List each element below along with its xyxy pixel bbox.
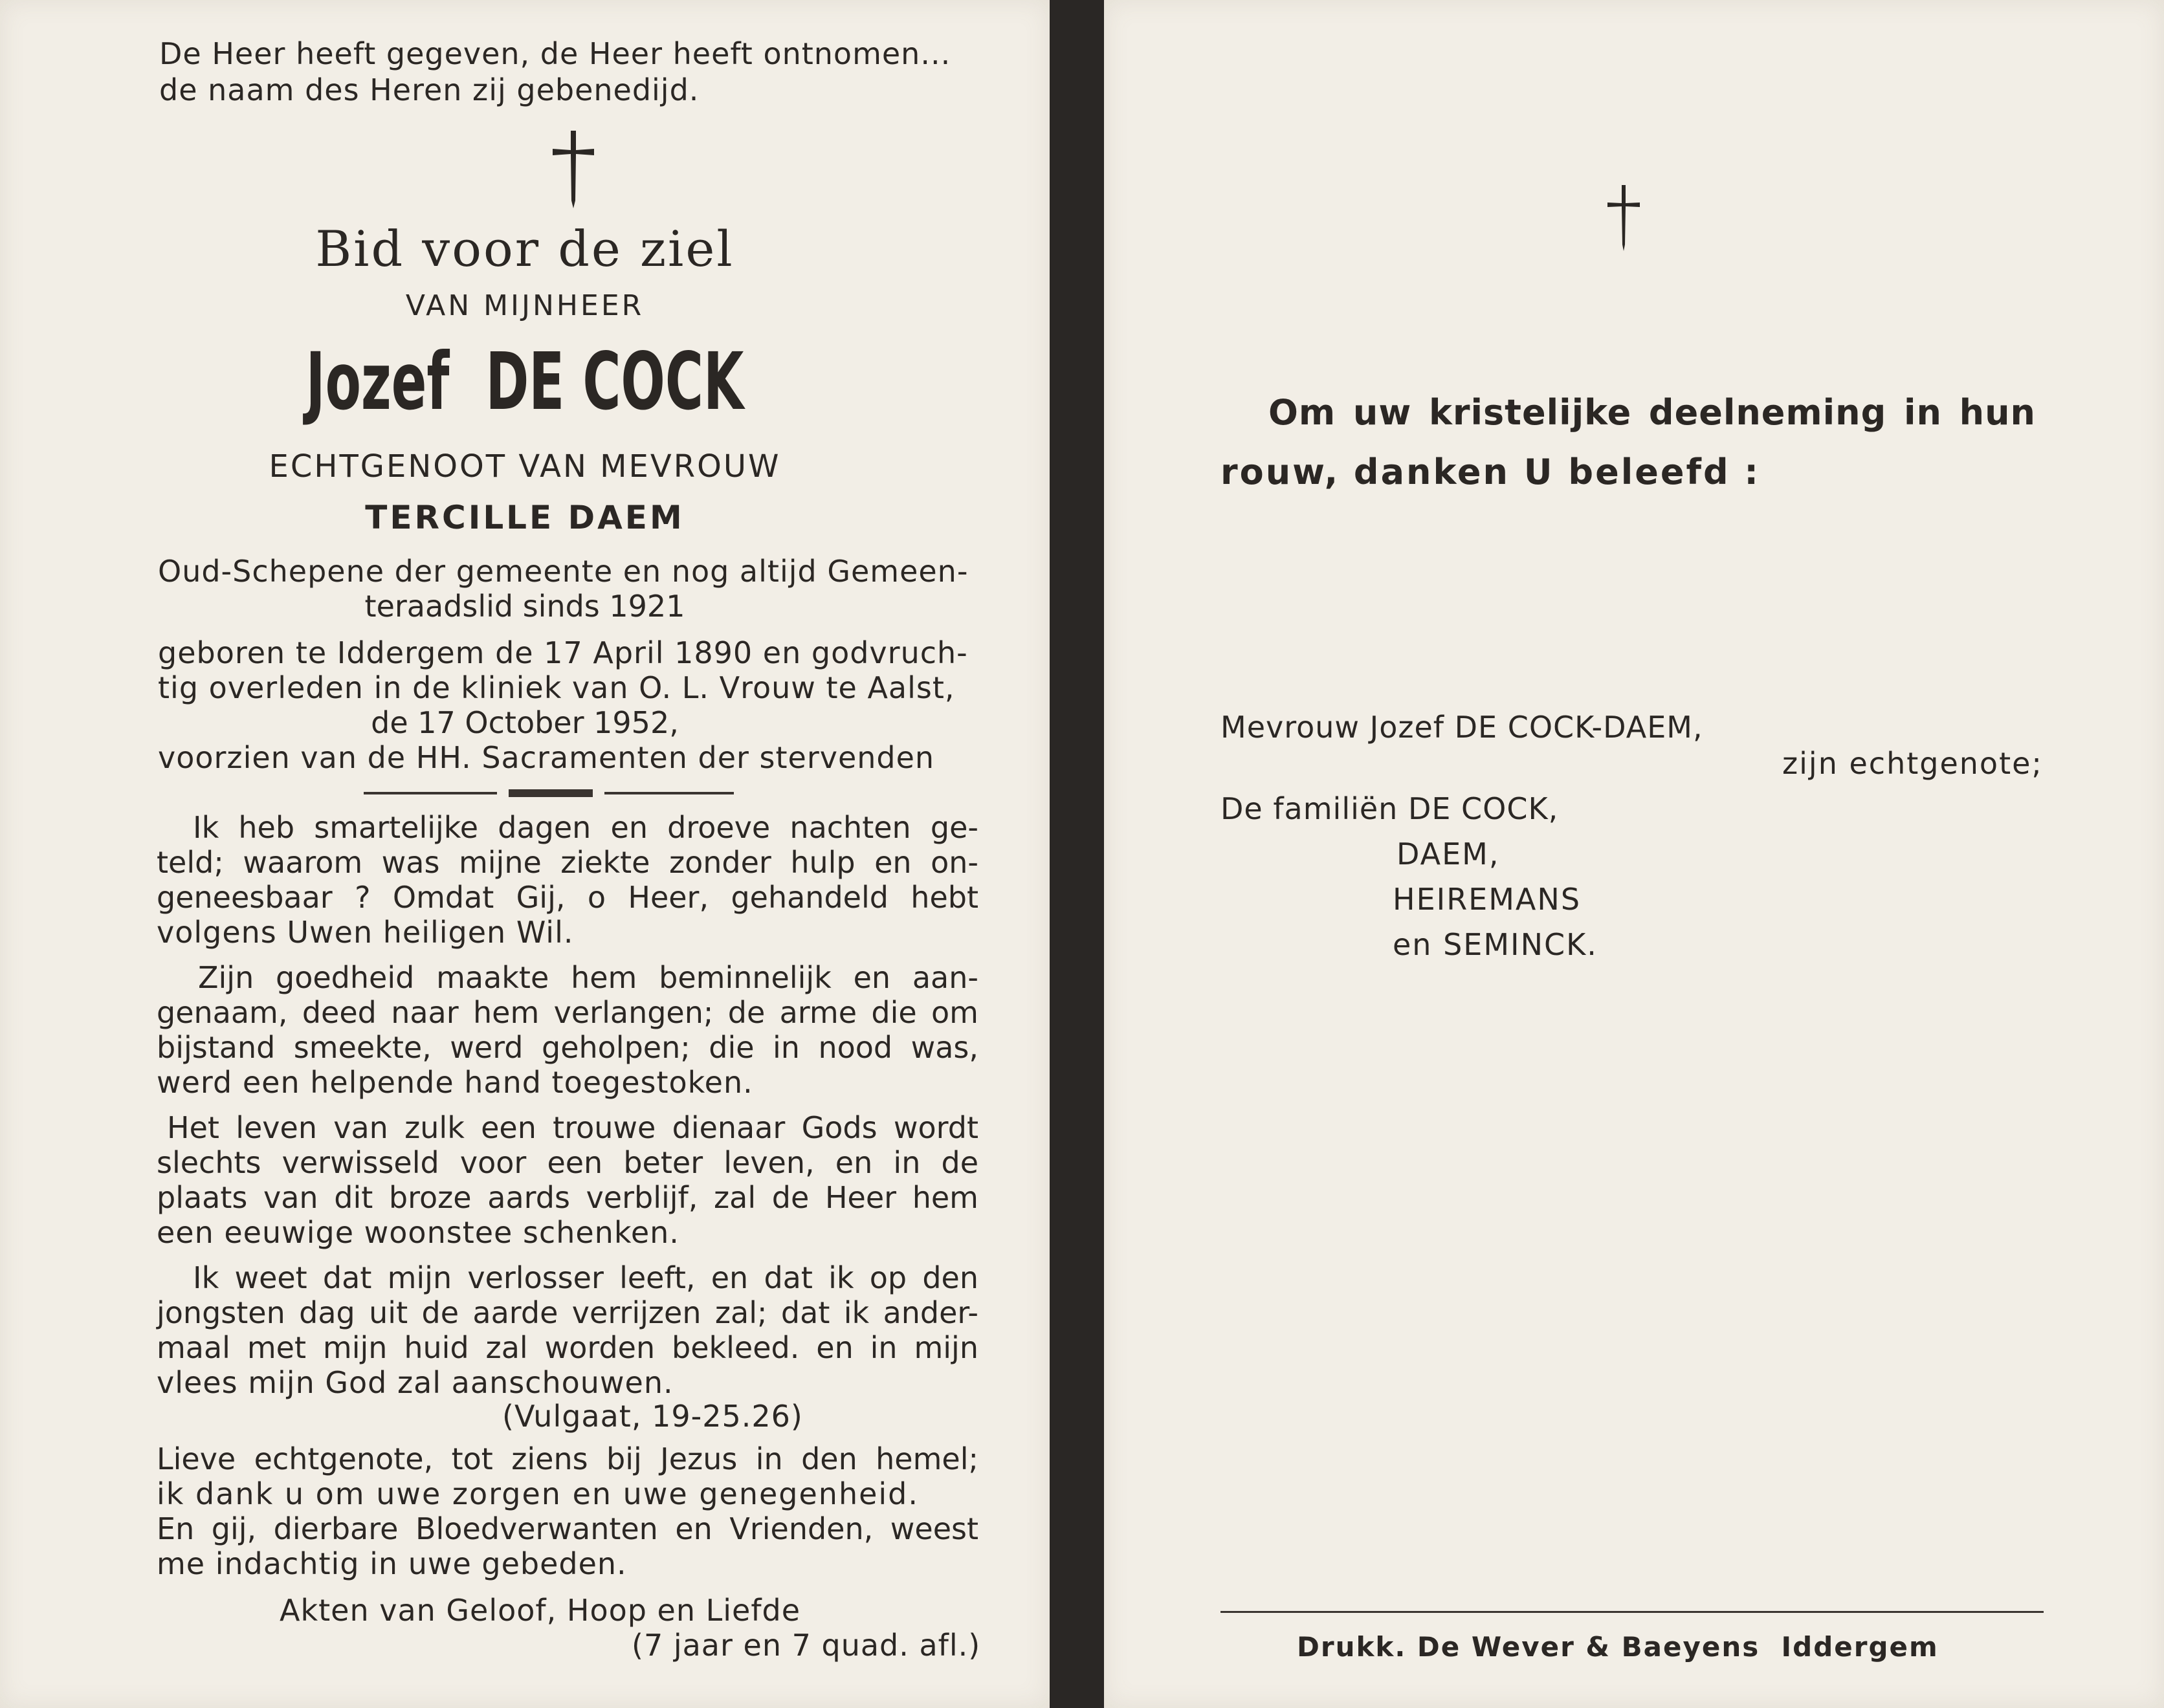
para4-line1: Ik weet dat mijn verlosser leeft, en dat ik op den <box>193 1260 978 1295</box>
para1-line1: Ik heb smartelijke dagen en droeve nachten ge- <box>193 810 978 845</box>
thanks-line-2: rouw, danken U beleefd : <box>1220 452 1761 492</box>
para1-line3: geneesbaar ? Omdat Gij, o Heer, gehandeld hebt <box>157 880 978 915</box>
pray-heading: Bid voor de ziel <box>315 220 734 278</box>
printer-line: Drukk. De Wever & Baeyens Iddergem <box>1297 1631 1939 1663</box>
memorial-card-left <box>0 0 1050 1708</box>
indulgence-line: (7 jaar en 7 quad. afl.) <box>632 1628 981 1663</box>
para3-line2: slechts verwisseld voor een beter leven, en in de <box>157 1145 978 1180</box>
widow-role: zijn echtgenote; <box>1782 746 2043 781</box>
para1-line2: teld; waarom was mijne ziekte zonder hulp en on- <box>157 845 978 880</box>
para2-line3: bijstand smeekte, werd geholpen; die in nood was, <box>157 1030 978 1065</box>
family-seminck: en SEMINCK. <box>1393 927 1598 962</box>
families-label: De familiën DE COCK, <box>1220 791 1559 826</box>
citation: (Vulgaat, 19-25.26) <box>502 1399 803 1434</box>
separator-right <box>604 792 734 794</box>
widow-name: Mevrouw Jozef DE COCK-DAEM, <box>1220 710 1703 745</box>
role-line-1: Oud-Schepene der gemeente en nog altijd Gemeen- <box>158 554 969 589</box>
para5-line3: En gij, dierbare Bloedverwanten en Vrienden, weest <box>157 1511 978 1546</box>
para3-line1: Het leven van zulk een trouwe dienaar Gods wordt <box>167 1110 978 1145</box>
separator-left <box>364 792 497 794</box>
of-sir-label: VAN MIJNHEER <box>405 289 645 322</box>
family-daem: DAEM, <box>1397 837 1500 871</box>
para5-line4: me indachtig in uwe gebeden. <box>157 1546 627 1581</box>
born-line-2: tig overleden in de kliniek van O. L. Vrouw te Aalst, <box>158 670 955 705</box>
para2-line1: Zijn goedheid maakte hem beminnelijk en aan- <box>198 960 978 995</box>
cross-icon <box>547 128 599 210</box>
para1-line4: volgens Uwen heiligen Wil. <box>157 915 574 950</box>
spouse-of-label: ECHTGENOOT VAN MEVROUW <box>269 448 781 485</box>
para3-line3: plaats van dit broze aards verblijf, zal de Heer hem <box>157 1180 978 1215</box>
para5-line1: Lieve echtgenote, tot ziens bij Jezus in den hemel; <box>157 1441 978 1476</box>
acts-line: Akten van Geloof, Hoop en Liefde <box>280 1593 801 1628</box>
separator-center <box>509 789 593 797</box>
para4-line3: maal met mijn huid zal worden bekleed. en in mijn <box>157 1330 978 1365</box>
para2-line2: genaam, deed naar hem verlangen; de arme die om <box>157 995 978 1030</box>
memorial-card-right <box>1104 0 2164 1708</box>
born-line-4: voorzien van de HH. Sacramenten der stervenden <box>158 740 935 775</box>
para4-line4: vlees mijn God zal aanschouwen. <box>157 1365 674 1400</box>
thanks-line-1: Om uw kristelijke deelneming in hun <box>1268 392 2036 433</box>
born-line-1: geboren te Iddergem de 17 April 1890 en godvruch- <box>158 635 968 670</box>
role-line-2: teraadslid sinds 1921 <box>364 589 685 624</box>
para3-line4: een eeuwige woonstee schenken. <box>157 1215 679 1250</box>
motto-line-1: De Heer heeft gegeven, de Heer heeft ontnomen... <box>159 36 951 71</box>
family-heiremans: HEIREMANS <box>1393 882 1582 917</box>
motto-line-2: de naam des Heren zij gebenedijd. <box>159 72 700 107</box>
born-line-3: de 17 October 1952, <box>371 705 679 740</box>
footer-rule <box>1220 1611 2044 1613</box>
deceased-name: Jozef DE COCK <box>305 336 744 428</box>
cross-icon <box>1602 182 1645 252</box>
para4-line2: jongsten dag uit de aarde verrijzen zal; dat ik ander- <box>157 1295 978 1330</box>
para2-line4: werd een helpende hand toegestoken. <box>157 1065 753 1100</box>
spouse-name: TERCILLE DAEM <box>365 499 685 536</box>
para5-line2: ik dank u om uwe zorgen en uwe genegenheid. <box>157 1476 920 1511</box>
